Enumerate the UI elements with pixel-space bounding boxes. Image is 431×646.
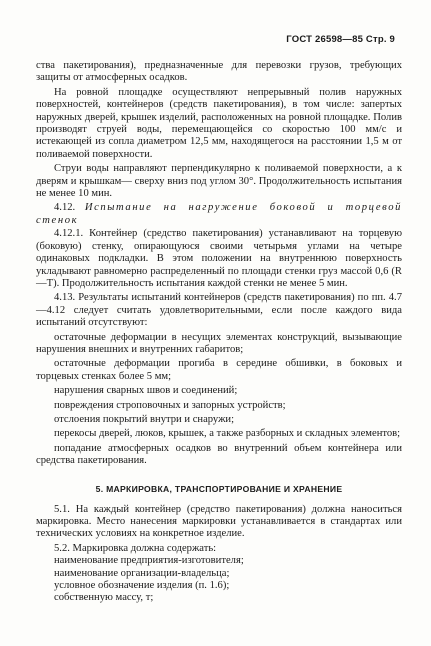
- paragraph-5-1: 5.1. На каждый контейнер (средство пакетирования) должна наноситься маркировка. Место нанесения маркировки устанавливается в стандартах или технических условиях на конкретное изделие.: [36, 503, 402, 540]
- paragraph-deformations: остаточные деформации в несущих элементах конструкций, вызывающие нарушения внешних и внутренних габаритов;: [36, 331, 402, 355]
- paragraph-water-jets: Струи воды направляют перпендикулярно к поливаемой поверхности, а к дверям и крышкам— сверху вниз под углом 30°. Продолжительность испытания не менее 10 мин.: [36, 163, 402, 200]
- list-item: собственную массу, т;: [54, 592, 154, 604]
- page-body: [36, 60, 402, 605]
- paragraph-deflection: остаточные деформации прогиба в середине обшивки, в боковых и торцевых стенках более 5 мм;: [36, 358, 402, 382]
- clause-title: Испытание на нагружение боковой и торцевой стенок: [36, 202, 402, 226]
- paragraph-4-12-1: 4.12.1. Контейнер (средство пакетирования) устанавливают на торцевую (боковую) стенку, опирающуюся своими четырьмя углами на четыре одинаковых подкладки. В этом положении на внутреннюю поверхность укладывают равномерно распределенный по площади стенки груз массой 0,6 (R—T). Продолжительность испытания каждой стенки не менее 5 мин.: [36, 228, 402, 289]
- page-header: ГОСТ 26598—85 Стр. 9: [286, 34, 395, 45]
- paragraph-4-13: 4.13. Результаты испытаний контейнеров (средств пакетирования) по пп. 4.7—4.12 следует считать удовлетворительными, если после каждого вида испытаний отсутствуют:: [36, 292, 402, 329]
- paragraph-skews: перекосы дверей, люков, крышек, а также разборных и складных элементов;: [54, 428, 401, 440]
- paragraph-4-12-heading: [36, 202, 402, 227]
- list-item: наименование предприятия-изготовителя;: [54, 555, 244, 567]
- list-item: наименование организации-владельца;: [54, 567, 230, 579]
- paragraph-5-2: 5.2. Маркировка должна содержать:: [54, 542, 217, 554]
- list-item: условное обозначение изделия (п. 1.6);: [54, 580, 230, 592]
- paragraph-precipitation: попадание атмосферных осадков во внутренний объем контейнера или средства пакетирования.: [36, 442, 402, 467]
- section-5-title: 5. МАРКИРОВКА, ТРАНСПОРТИРОВАНИЕ И ХРАНЕНИЕ: [95, 483, 343, 494]
- paragraph-watering: На ровной площадке осуществляют непрерывный полив наружных поверхностей, контейнеров (средств пакетирования), в том числе: запертых наружных дверей, крышек изделий, расположенных на ровной площадке. Полив производят струей воды, перемещающейся со скоростью 100 мм/с и истекающей из сопла диаметром 12,5 мм, находящегося на расстоянии 1,5 м от поливаемой поверхности.: [36, 86, 402, 160]
- paragraph-slinging: повреждения строповочных и запорных устройств;: [54, 399, 286, 411]
- paragraph-coatings: отслоения покрытий внутри и снаружи;: [54, 413, 235, 425]
- paragraph-welds: нарушения сварных швов и соединений;: [54, 385, 238, 397]
- clause-number: 4.12.: [54, 202, 85, 214]
- paragraph-continuation: ства пакетирования), предназначенные для перевозки грузов, требующих защиты от атмосферных осадков.: [36, 60, 402, 84]
